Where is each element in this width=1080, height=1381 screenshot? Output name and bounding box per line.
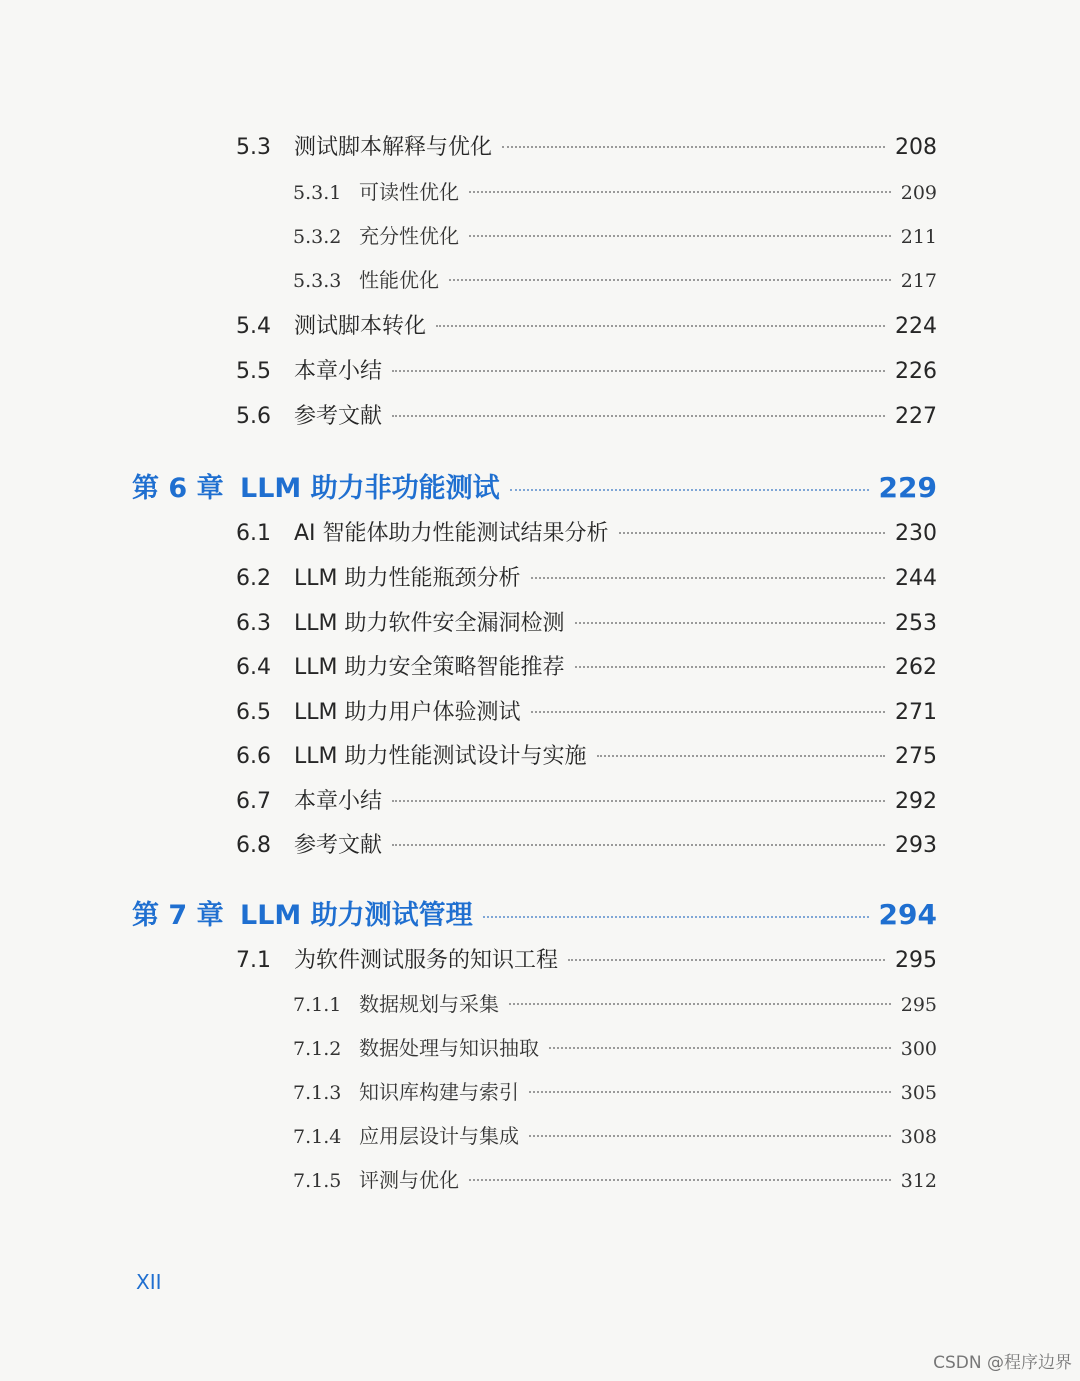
leader-dots: [509, 1003, 891, 1005]
toc-entry-6-5: [236, 695, 937, 726]
toc-entry-number: 7.1.2: [293, 1038, 342, 1060]
leader-dots: [502, 146, 885, 148]
leader-dots: [575, 622, 886, 624]
toc-entry-title: LLM 助力性能瓶颈分析: [294, 566, 521, 591]
toc-entry-title: AI 智能体助力性能测试结果分析: [294, 521, 609, 546]
toc-entry-page: 271: [895, 700, 937, 725]
toc-entry-number: 6.4: [236, 655, 271, 680]
chapter-title: LLM 助力非功能测试: [240, 473, 500, 504]
toc-entry-6-1: [236, 516, 937, 547]
leader-dots: [392, 800, 885, 802]
toc-entry-5-3-2: [293, 220, 937, 249]
toc-entry-7-1-3: [293, 1076, 937, 1105]
toc-entry-7-1-1: [293, 988, 937, 1017]
toc-entry-title: 测试脚本解释与优化: [294, 135, 493, 160]
toc-entry-page: 312: [900, 1170, 937, 1192]
toc-entry-number: 5.3.2: [293, 226, 342, 248]
toc-entry-page: 244: [895, 566, 937, 591]
toc-entry-title: 数据处理与知识抽取: [359, 1036, 539, 1060]
page-folio: XII: [136, 1270, 162, 1294]
toc-entry-title: 充分性优化: [359, 224, 459, 248]
toc-entry-6-3: [236, 606, 937, 637]
toc-entry-6-7: [236, 784, 937, 815]
toc-entry-title: LLM 助力性能测试设计与实施: [294, 744, 587, 769]
chapter-page: 294: [878, 898, 937, 931]
toc-entry-7-1-5: [293, 1164, 937, 1193]
toc-entry-page: 295: [900, 994, 937, 1016]
toc-entry-page: 295: [895, 948, 937, 973]
toc-entry-page: 293: [895, 833, 937, 858]
toc-entry-page: 208: [895, 135, 937, 160]
toc-entry-6-6: [236, 739, 937, 770]
toc-entry-number: 6.1: [236, 521, 271, 546]
watermark: CSDN @程序边界: [933, 1353, 1072, 1373]
toc-entry-title: 知识库构建与索引: [359, 1080, 519, 1104]
chapter-label: 第 6 章: [132, 473, 224, 504]
toc-entry-title: LLM 助力用户体验测试: [294, 700, 521, 725]
toc-entry-page: 209: [900, 182, 937, 204]
toc-entry-number: 7.1.4: [293, 1126, 342, 1148]
toc-chapter-6: [132, 466, 937, 505]
toc-entry-title: LLM 助力安全策略智能推荐: [294, 655, 565, 680]
toc-entry-page: 305: [900, 1082, 937, 1104]
toc-entry-title: 本章小结: [294, 789, 383, 814]
toc-entry-number: 7.1: [236, 948, 271, 973]
toc-entry-number: 5.5: [236, 359, 271, 384]
chapter-page: 229: [878, 471, 937, 504]
toc-entry-5-3-3: [293, 264, 937, 293]
toc-entry-title: 参考文献: [294, 833, 383, 858]
toc-entry-title: 本章小结: [294, 359, 383, 384]
toc-entry-title: 评测与优化: [359, 1168, 459, 1192]
toc-entry-number: 6.7: [236, 789, 271, 814]
toc-entry-title: LLM 助力软件安全漏洞检测: [294, 611, 565, 636]
toc-entry-number: 7.1.1: [293, 994, 342, 1016]
toc-entry-number: 6.6: [236, 744, 271, 769]
toc-entry-number: 6.8: [236, 833, 271, 858]
leader-dots: [392, 415, 885, 417]
leader-dots: [510, 489, 869, 491]
toc-entry-page: 292: [895, 789, 937, 814]
toc-entry-7-1-2: [293, 1032, 937, 1061]
leader-dots: [568, 959, 885, 961]
toc-entry-5-3-1: [293, 176, 937, 205]
leader-dots: [436, 325, 885, 327]
toc-entry-page: 217: [900, 270, 937, 292]
toc-entry-title: 性能优化: [359, 268, 439, 292]
leader-dots: [483, 916, 869, 918]
toc-entry-5-6: [236, 399, 937, 430]
toc-entry-number: 6.5: [236, 700, 271, 725]
toc-entry-number: 5.3: [236, 135, 271, 160]
leader-dots: [597, 755, 886, 757]
toc-entry-title: 应用层设计与集成: [359, 1124, 519, 1148]
toc-entry-5-4: [236, 309, 937, 340]
toc-entry-page: 300: [900, 1038, 937, 1060]
toc-entry-page: 230: [895, 521, 937, 546]
toc-chapter-7: [132, 893, 937, 932]
toc-entry-title: 测试脚本转化: [294, 314, 427, 339]
leader-dots: [469, 235, 891, 237]
leader-dots: [392, 844, 885, 846]
toc-entry-7-1: [236, 943, 937, 974]
toc-entry-page: 308: [900, 1126, 937, 1148]
toc-entry-number: 5.3.3: [293, 270, 342, 292]
toc-entry-page: 253: [895, 611, 937, 636]
toc-entry-number: 7.1.3: [293, 1082, 342, 1104]
leader-dots: [529, 1091, 891, 1093]
toc-entry-number: 5.3.1: [293, 182, 342, 204]
toc-entry-page: 226: [895, 359, 937, 384]
leader-dots: [392, 370, 885, 372]
toc-entry-title: 可读性优化: [359, 180, 459, 204]
chapter-label: 第 7 章: [132, 900, 224, 931]
toc-entry-number: 5.6: [236, 404, 271, 429]
toc-entry-title: 为软件测试服务的知识工程: [294, 948, 559, 973]
chapter-title: LLM 助力测试管理: [240, 900, 473, 931]
toc-entry-page: 211: [900, 226, 937, 248]
toc-entry-page: 224: [895, 314, 937, 339]
leader-dots: [531, 577, 886, 579]
leader-dots: [575, 666, 886, 668]
toc-entry-title: 参考文献: [294, 404, 383, 429]
leader-dots: [469, 1179, 891, 1181]
toc-entry-number: 7.1.5: [293, 1170, 342, 1192]
toc-entry-number: 6.2: [236, 566, 271, 591]
toc-entry-title: 数据规划与采集: [359, 992, 499, 1016]
leader-dots: [619, 532, 885, 534]
toc-entry-5-5: [236, 354, 937, 385]
toc-entry-number: 6.3: [236, 611, 271, 636]
toc-entry-page: 275: [895, 744, 937, 769]
leader-dots: [549, 1047, 891, 1049]
leader-dots: [529, 1135, 891, 1137]
toc-entry-5-3: [236, 130, 937, 161]
leader-dots: [531, 711, 886, 713]
toc-entry-6-8: [236, 828, 937, 859]
toc-entry-page: 262: [895, 655, 937, 680]
leader-dots: [449, 279, 891, 281]
toc-entry-page: 227: [895, 404, 937, 429]
toc-entry-6-2: [236, 561, 937, 592]
leader-dots: [469, 191, 891, 193]
toc-entry-7-1-4: [293, 1120, 937, 1149]
toc-entry-6-4: [236, 650, 937, 681]
toc-entry-number: 5.4: [236, 314, 271, 339]
